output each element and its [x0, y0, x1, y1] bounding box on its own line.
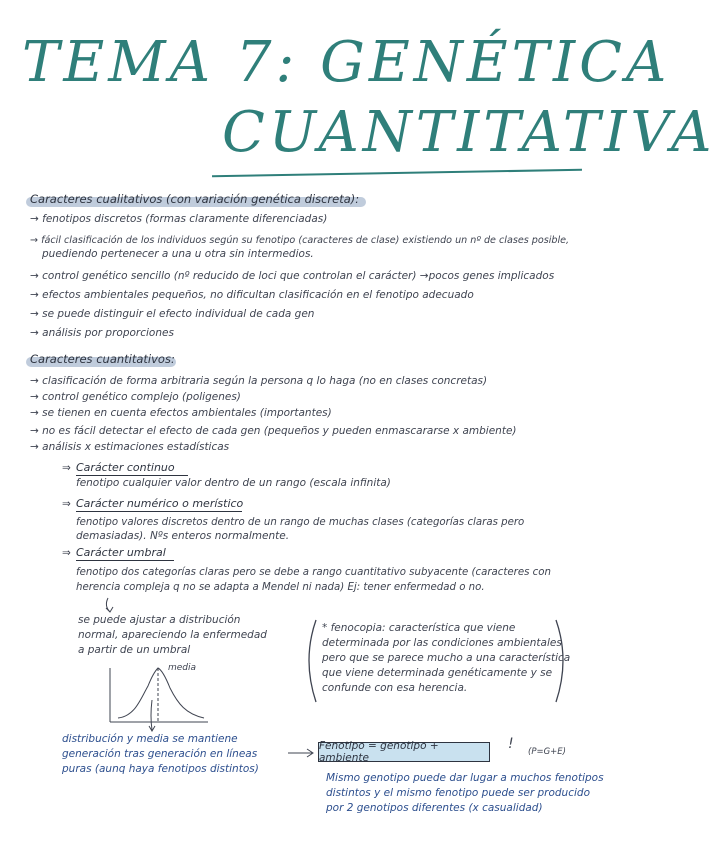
cualitativos-item-3: → control genético sencillo (nº reducido de loci que controlan el carácter) →pocos genes implicados [30, 270, 555, 282]
cualitativos-item-6: → análisis por proporciones [30, 327, 174, 339]
distribution-graph [110, 668, 208, 722]
label-umbral: Carácter umbral [76, 546, 166, 559]
cuantitativos-item-5: → análisis x estimaciones estadísticas [30, 441, 230, 453]
fenocopia-5: confunde con esa herencia. [322, 682, 468, 694]
cuantitativos-item-1: → clasificación de forma arbitraria según la persona q lo haga (no en clases concretas) [30, 375, 488, 387]
formula-mark: ! [508, 736, 514, 752]
title-line-2: CUANTITATIVA [222, 100, 715, 165]
arrow-umbral: ⇒ [62, 547, 71, 559]
paren-right [556, 620, 563, 702]
cuantitativos-item-4: → no es fácil detectar el efecto de cada gen (pequeños y pueden enmascararse x ambiente) [30, 425, 517, 437]
formula-box: Fenotipo = genotipo + ambiente [318, 742, 490, 762]
text-umbral-1: fenotipo dos categorías claras pero se debe a rango cuantitativo subyacente (caracteres con [76, 567, 551, 578]
graph-arrow [151, 700, 152, 730]
cualitativos-item-2-cont: puediendo pertenecer a una u otra sin intermedios. [42, 248, 314, 260]
paren-left [309, 620, 316, 702]
title-line-1: TEMA 7: GENÉTICA [22, 30, 671, 95]
cualitativos-item-2: → fácil clasificación de los individuos según su fenotipo (caracteres de clase) existiendo un nº de clases posible, [30, 235, 570, 246]
text-umbral-2: herencia compleja q no se adapta a Mendel ni nada) Ej: tener enfermedad o no. [76, 582, 485, 593]
mismo-note-3: por 2 genotipos diferentes (x casualidad) [326, 802, 543, 814]
fenocopia-4: que viene determinada genéticamente y se [322, 667, 553, 679]
distribucion-note-1: distribución y media se mantiene [62, 733, 238, 745]
normal-curve [118, 668, 204, 718]
label-meristico: Carácter numérico o merístico [76, 497, 244, 510]
umbral-note-3: a partir de un umbral [78, 644, 191, 656]
cualitativos-item-1: → fenotipos discretos (formas claramente diferenciadas) [30, 213, 328, 225]
cuantitativos-item-3: → se tienen en cuenta efectos ambientales (importantes) [30, 407, 332, 419]
cualitativos-item-5: → se puede distinguir el efecto individual de cada gen [30, 308, 315, 320]
text-meristico-1: fenotipo valores discretos dentro de un rango de muchas clases (categorías claras pero [76, 517, 525, 528]
umbral-note-2: normal, apareciendo la enfermedad [78, 629, 267, 641]
fenocopia-3: pero que se parece mucho a una característica [322, 652, 571, 664]
arrow-continuo: ⇒ [62, 462, 71, 474]
arrow-meristico: ⇒ [62, 498, 71, 510]
label-continuo: Carácter continuo [76, 461, 175, 474]
heading-cuantitativos: Caracteres cuantitativos: [30, 352, 175, 366]
cuantitativos-item-2: → control genético complejo (poligenes) [30, 391, 241, 403]
fenocopia-1: * fenocopia: característica que viene [322, 622, 516, 634]
distribucion-note-2: generación tras generación en líneas [62, 748, 258, 760]
distribucion-note-3: puras (aunq haya fenotipos distintos) [62, 763, 259, 775]
formula-short: (P=G+E) [528, 747, 566, 757]
mismo-note-2: distintos y el mismo fenotipo puede ser producido [326, 787, 590, 799]
umbral-note-1: se puede ajustar a distribución [78, 614, 241, 626]
text-meristico-2: demasiadas). Nºs enteros normalmente. [76, 530, 290, 542]
text-continuo: fenotipo cualquier valor dentro de un rango (escala infinita) [76, 477, 391, 489]
cualitativos-item-4: → efectos ambientales pequeños, no dificultan clasificación en el fenotipo adecuado [30, 289, 474, 301]
graph-label-media: media [168, 663, 197, 673]
fenocopia-2: determinada por las condiciones ambientales [322, 637, 562, 649]
mismo-note-1: Mismo genotipo puede dar lugar a muchos fenotipos [326, 772, 604, 784]
heading-cualitativos: Caracteres cualitativos (con variación genética discreta): [30, 192, 360, 206]
